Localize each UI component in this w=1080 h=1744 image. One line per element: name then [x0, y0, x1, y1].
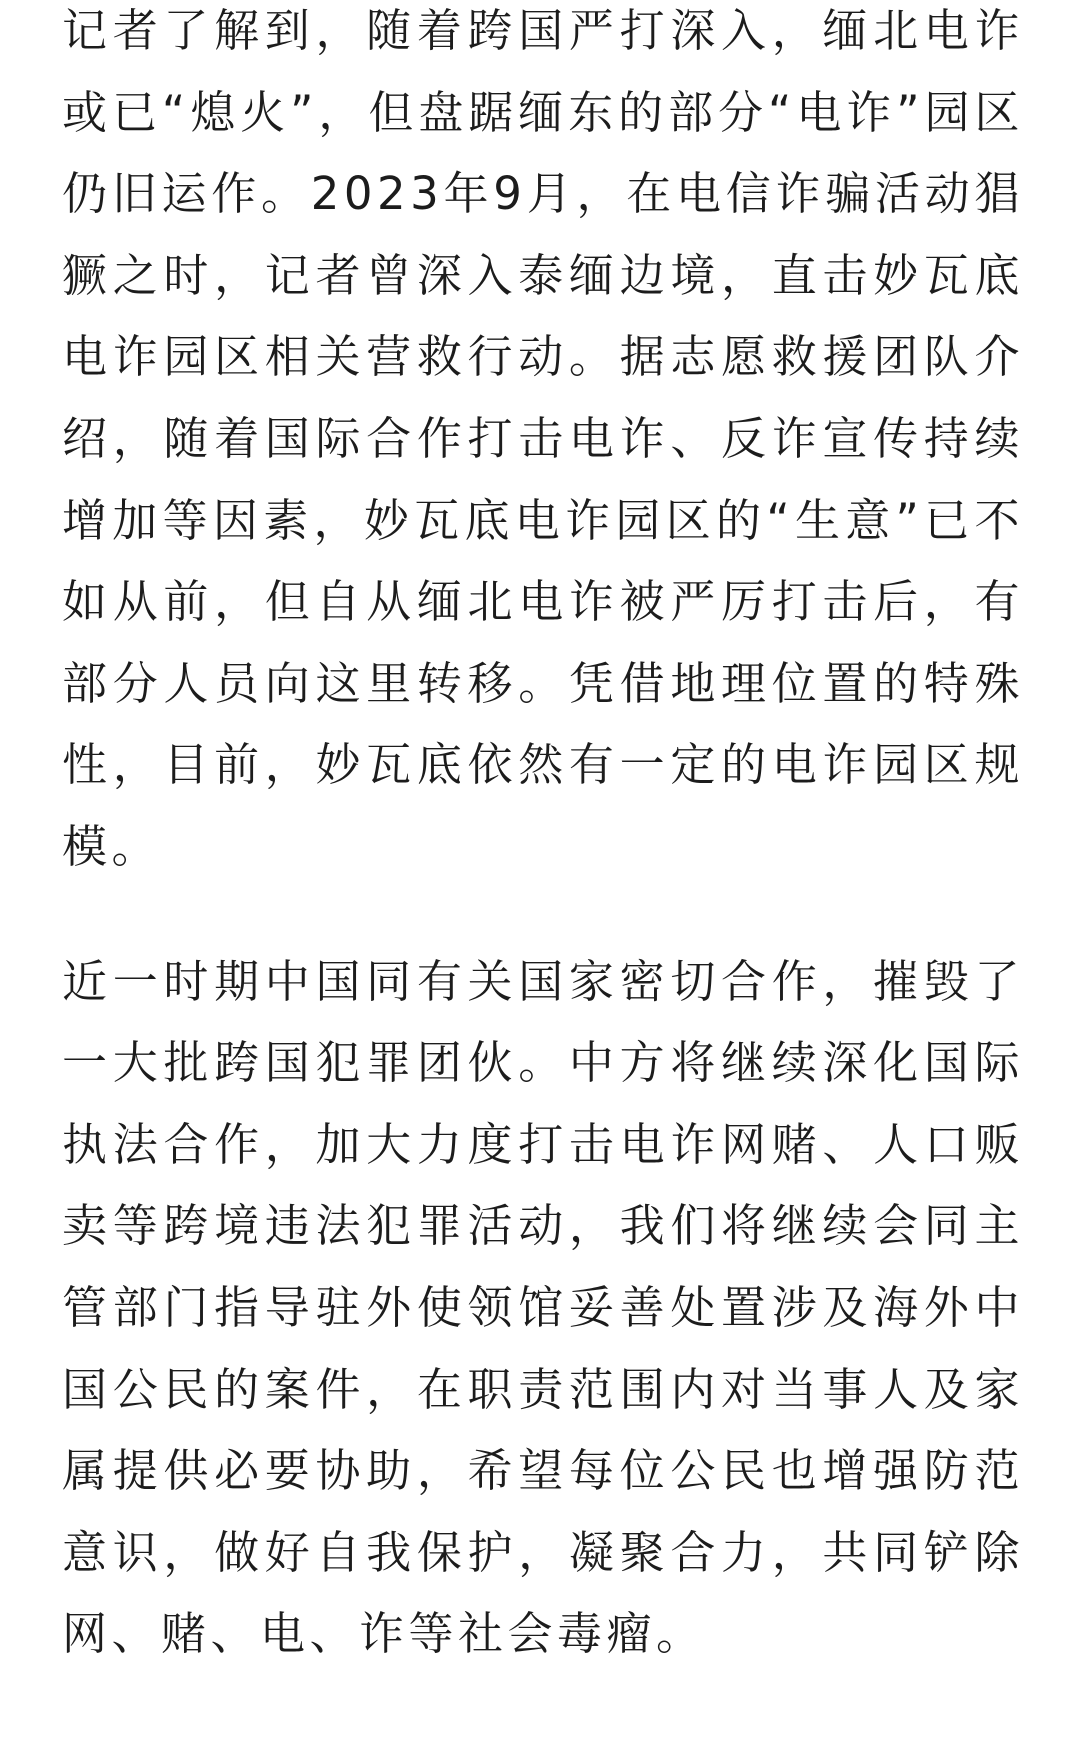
article-body: [62, 0, 1024, 1675]
article-paragraph-2: 近一时期中国同有关国家密切合作，摧毁了一大批跨国犯罪团伙。中方将继续深化国际执法合作，加大力度打击电诈网赌、人口贩卖等跨境违法犯罪活动，我们将继续会同主管部门指导驻外使领馆妥善处置涉及海外中国公民的案件，在职责范围内对当事人及家属提供必要协助，希望每位公民也增强防范意识，做好自我保护，凝聚合力，共同铲除网、赌、电、诈等社会毒瘤。: [62, 954, 1024, 1661]
article-paragraph-1: 记者了解到，随着跨国严打深入，缅北电诈或已“熄火”，但盘踞缅东的部分“电诈”园区仍旧运作。2023年9月，在电信诈骗活动猖獗之时，记者曾深入泰缅边境，直击妙瓦底电诈园区相关营救行动。据志愿救援团队介绍，随着国际合作打击电诈、反诈宣传持续增加等因素，妙瓦底电诈园区的“生意”已不如从前，但自从缅北电诈被严厉打击后，有部分人员向这里转移。凭借地理位置的特殊性，目前，妙瓦底依然有一定的电诈园区规模。: [62, 4, 1024, 873]
